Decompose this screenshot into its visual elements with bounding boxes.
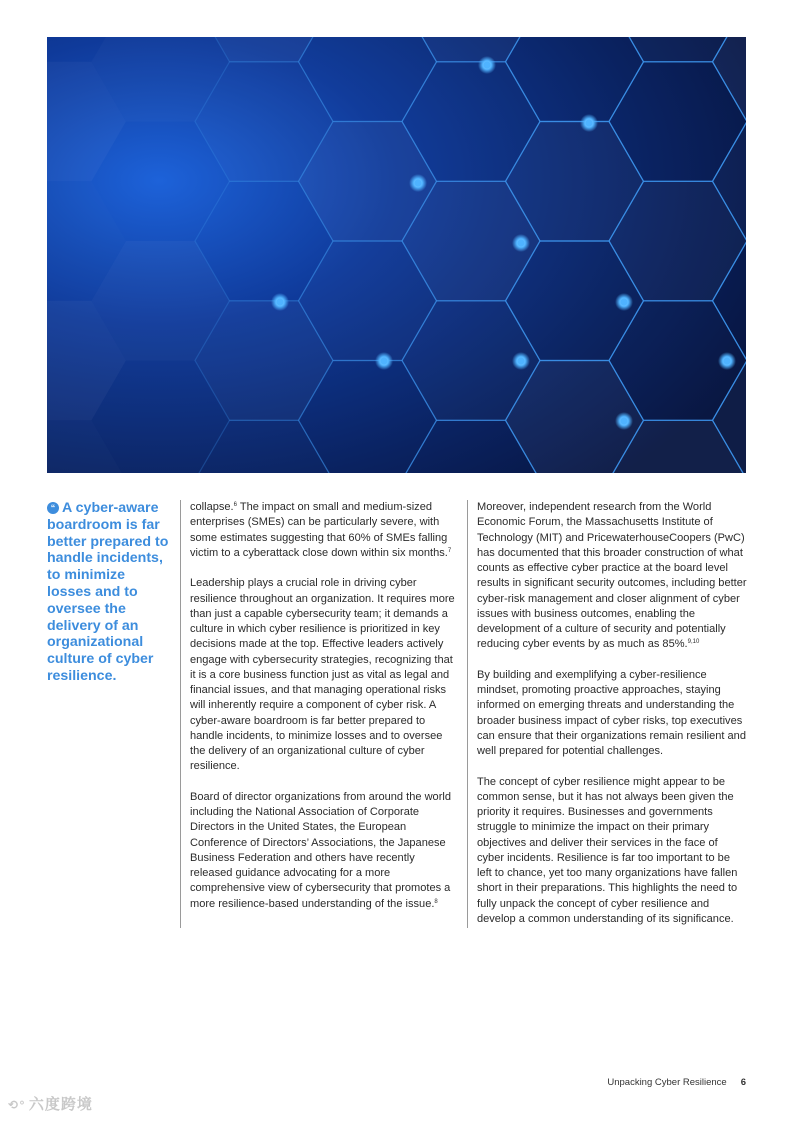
pull-quote [47, 500, 169, 685]
footnote-ref: 7 [447, 547, 452, 554]
paragraph [190, 790, 460, 912]
quote-icon: “ [47, 502, 59, 514]
logo-icon: ⟲° [8, 1098, 25, 1112]
text-column-1 [190, 500, 460, 927]
network-node [517, 239, 524, 246]
paragraph: Leadership plays a crucial role in driving cyber resilience throughout an organization. It requires more than just a capable cybersecurity team; it demands a culture in which cyber resilience is prioritized in key decisions made at the top. Effective leaders actively engage with cybersecurity strategies, recognizing that it is a core business function just as vital as legal and financial issues, and that managing operational risks will inherently require a component of cyber risk. A cyber-aware boardroom is far better prepared to handle incidents, to minimize losses and to oversee the delivery of an organizational culture of cyber resilience. [190, 577, 455, 773]
watermark-text: 六度跨境 [28, 1096, 93, 1113]
text-column-2 [477, 500, 747, 942]
network-node [380, 357, 387, 364]
network-node [414, 179, 421, 186]
column-divider [467, 500, 468, 928]
column-divider [180, 500, 181, 928]
paragraph [190, 500, 460, 561]
network-node [483, 61, 490, 68]
network-node [620, 417, 627, 424]
pull-quote-text: A cyber-aware boardroom is far better prepared to handle incidents, to minimize losses and to oversee the delivery of an organizational culture of cyber resilience. [47, 500, 169, 684]
hexagon-network-graphic [47, 37, 746, 473]
network-node [517, 357, 524, 364]
page-footer [607, 1077, 746, 1088]
network-node [585, 119, 592, 126]
footnote-ref: 6 [233, 502, 237, 508]
paragraph-text: Board of director organizations from around the world including the National Association of Corporate Directors in the United States, the European Conference of Directors’ Associations, the Japanese Business Federation and others have recently released guidance advocating for a more comprehensive view of cybersecurity that promotes a more resilience-based understanding of the issue. [190, 790, 451, 910]
paragraph [477, 500, 747, 653]
footer-title: Unpacking Cyber Resilience [607, 1077, 727, 1088]
network-node [620, 298, 627, 305]
hero-image [47, 37, 746, 473]
paragraph-text: The impact on small and medium-sized enterprises (SMEs) can be particularly severe, with some estimates suggesting that 60% of SMEs falling victim to a cyberattack close down within six months. [190, 501, 448, 559]
page-number: 6 [740, 1077, 746, 1088]
paragraph-text: collapse. [190, 501, 234, 513]
footnote-ref: 8 [434, 898, 438, 905]
network-node [276, 298, 283, 305]
paragraph: The concept of cyber resilience might appear to be common sense, but it has not always been given the priority it requires. Businesses and governments struggle to minimize the impact on their primary objectives and deliver their services in the face of cyber incidents. Resilience is far too important to be left to chance, yet too many organizations have fallen short in their preparations. This highlights the need to fully unpack the concept of cyber resilience and develop a common understanding of its significance. [477, 775, 738, 925]
footnote-ref: 9,10 [687, 639, 700, 646]
watermark [8, 1093, 93, 1114]
paragraph: By building and exemplifying a cyber-resilience mindset, promoting proactive approaches, staying informed on emerging threats and understanding the broader business impact of cyber risks, top executives can ensure that their organizations remain resilient and well prepared for potential challenges. [477, 668, 746, 757]
paragraph-text: Moreover, independent research from the World Economic Forum, the Massachusetts Institute of Technology (MIT) and PricewaterhouseCoopers (PwC) has documented that this broader construction of what counts as effective cyber practice at the board level results in significant security outcomes, including better cyber-risk management and closer alignment of cyber issues with business outcomes, enabling the development of a culture of security and potentially reducing cyber events by as much as 85%. [477, 501, 747, 651]
hexagon-shade-layer [47, 37, 746, 473]
network-node [723, 357, 730, 364]
